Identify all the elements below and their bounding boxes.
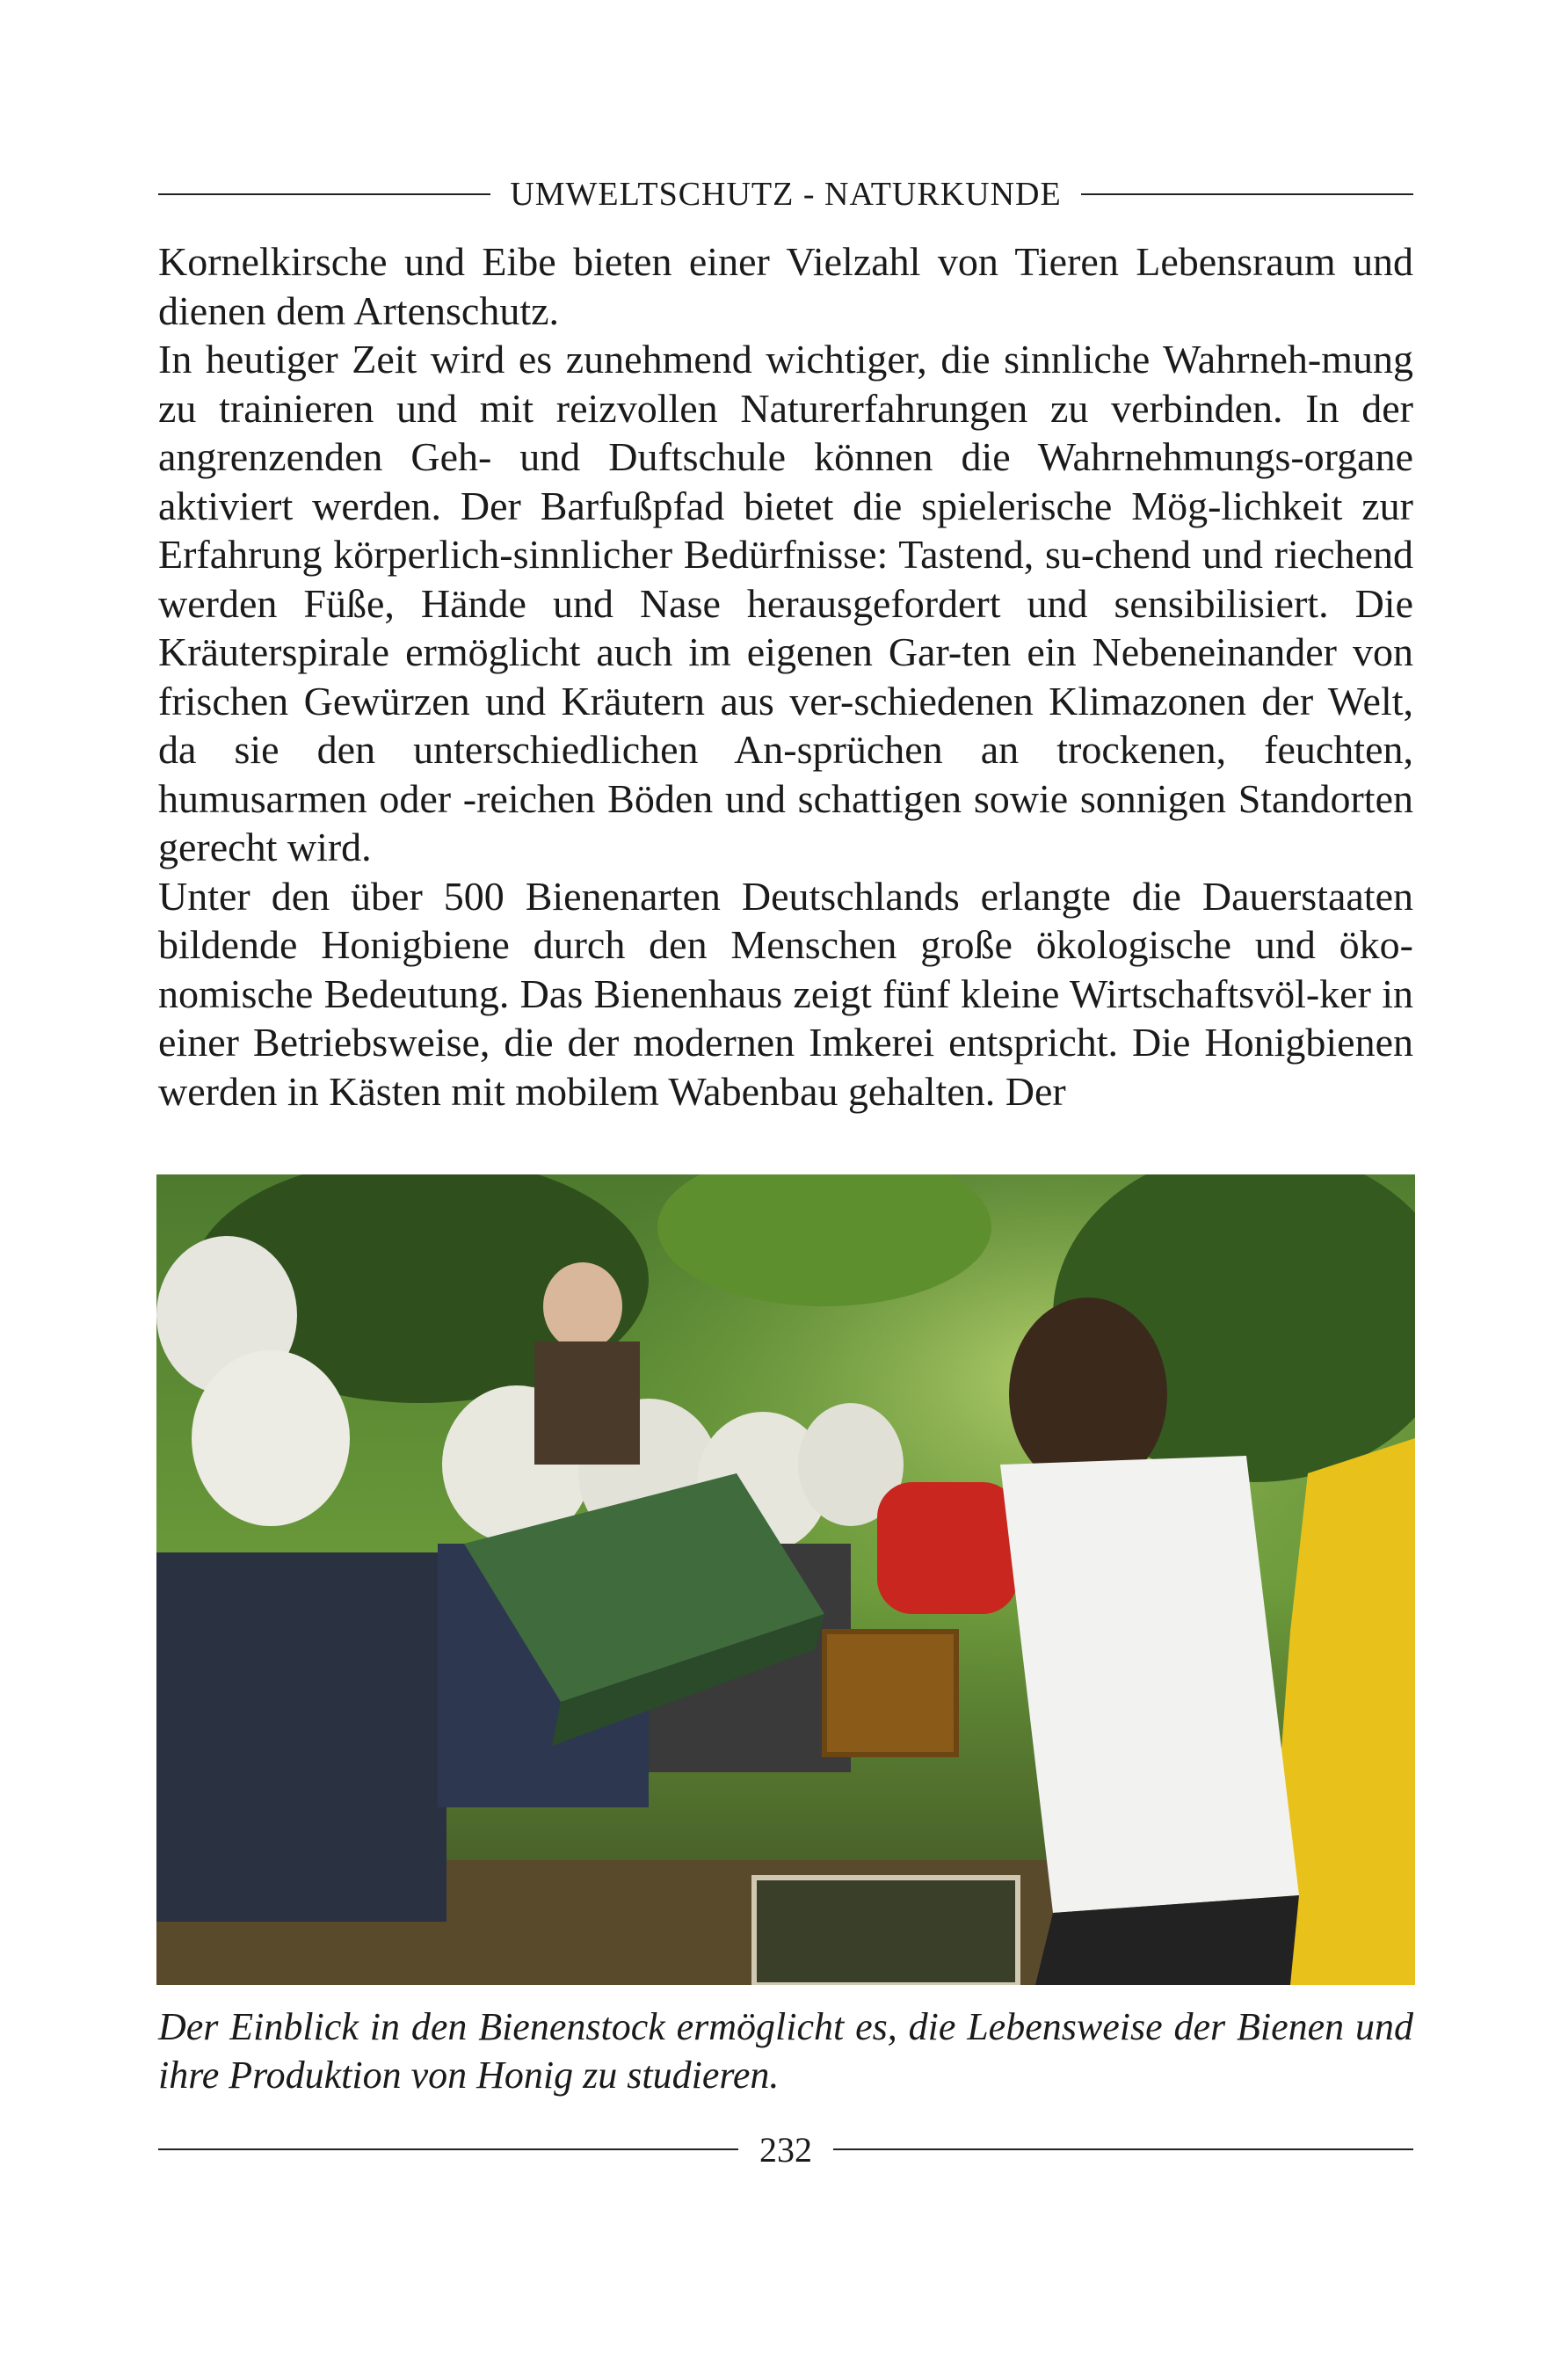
paragraph-3: Unter den über 500 Bienenarten Deutschlands erlangte die Dauerstaaten bildende Honigbiene durch den Menschen große ökologische und öko-nomische Bedeutung. Das Bienenhaus zeigt fünf kleine Wirtschaftsvöl-ker in einer Betriebsweise, die der modernen Imkerei entspricht. Die Honigbienen werden in Kästen mit mobilem Wabenbau gehalten. Der (158, 873, 1413, 1114)
running-header (158, 172, 1413, 216)
beekeeping-photo (156, 1174, 1415, 1985)
footer-rule-left (158, 2148, 738, 2150)
paragraph-2: In heutiger Zeit wird es zunehmend wichtiger, die sinnliche Wahrneh-mung zu trainieren und mit reizvollen Naturerfahrungen zu verbinden. In der angrenzenden Geh- und Duftschule können die Wahrnehmungs-organe aktiviert werden. Der Barfußpfad bietet die spielerische Mög-lichkeit zur Erfahrung körperlich-sinnlicher Bedürfnisse: Tastend, su-chend und riechend werden Füße, Hände und Nase herausgefordert und sensibilisiert. Die Kräuterspirale ermöglicht auch im eigenen Gar-ten ein Nebeneinander von frischen Gewürzen und Kräutern aus ver-schiedenen Klimazonen der Welt, da sie den unterschiedlichen An-sprüchen an trockenen, feuchten, humusarmen oder -reichen Böden und schattigen sowie sonnigen Standorten gerecht wird. (158, 337, 1413, 869)
page-footer (158, 2126, 1413, 2173)
paragraph-1: Kornelkirsche und Eibe bieten einer Vielzahl von Tieren Lebensraum und dienen dem Artenschutz. (158, 239, 1413, 333)
header-title: UMWELTSCHUTZ - NATURKUNDE (510, 176, 1062, 213)
header-rule-left (158, 193, 490, 195)
body-text (158, 237, 1413, 1116)
footer-rule-right (833, 2148, 1413, 2150)
page-number: 232 (759, 2129, 812, 2170)
figure-caption: Der Einblick in den Bienenstock ermöglicht es, die Lebensweise der Bienen und ihre Produktion von Honig zu studieren. (158, 2005, 1413, 2097)
header-rule-right (1081, 193, 1413, 195)
